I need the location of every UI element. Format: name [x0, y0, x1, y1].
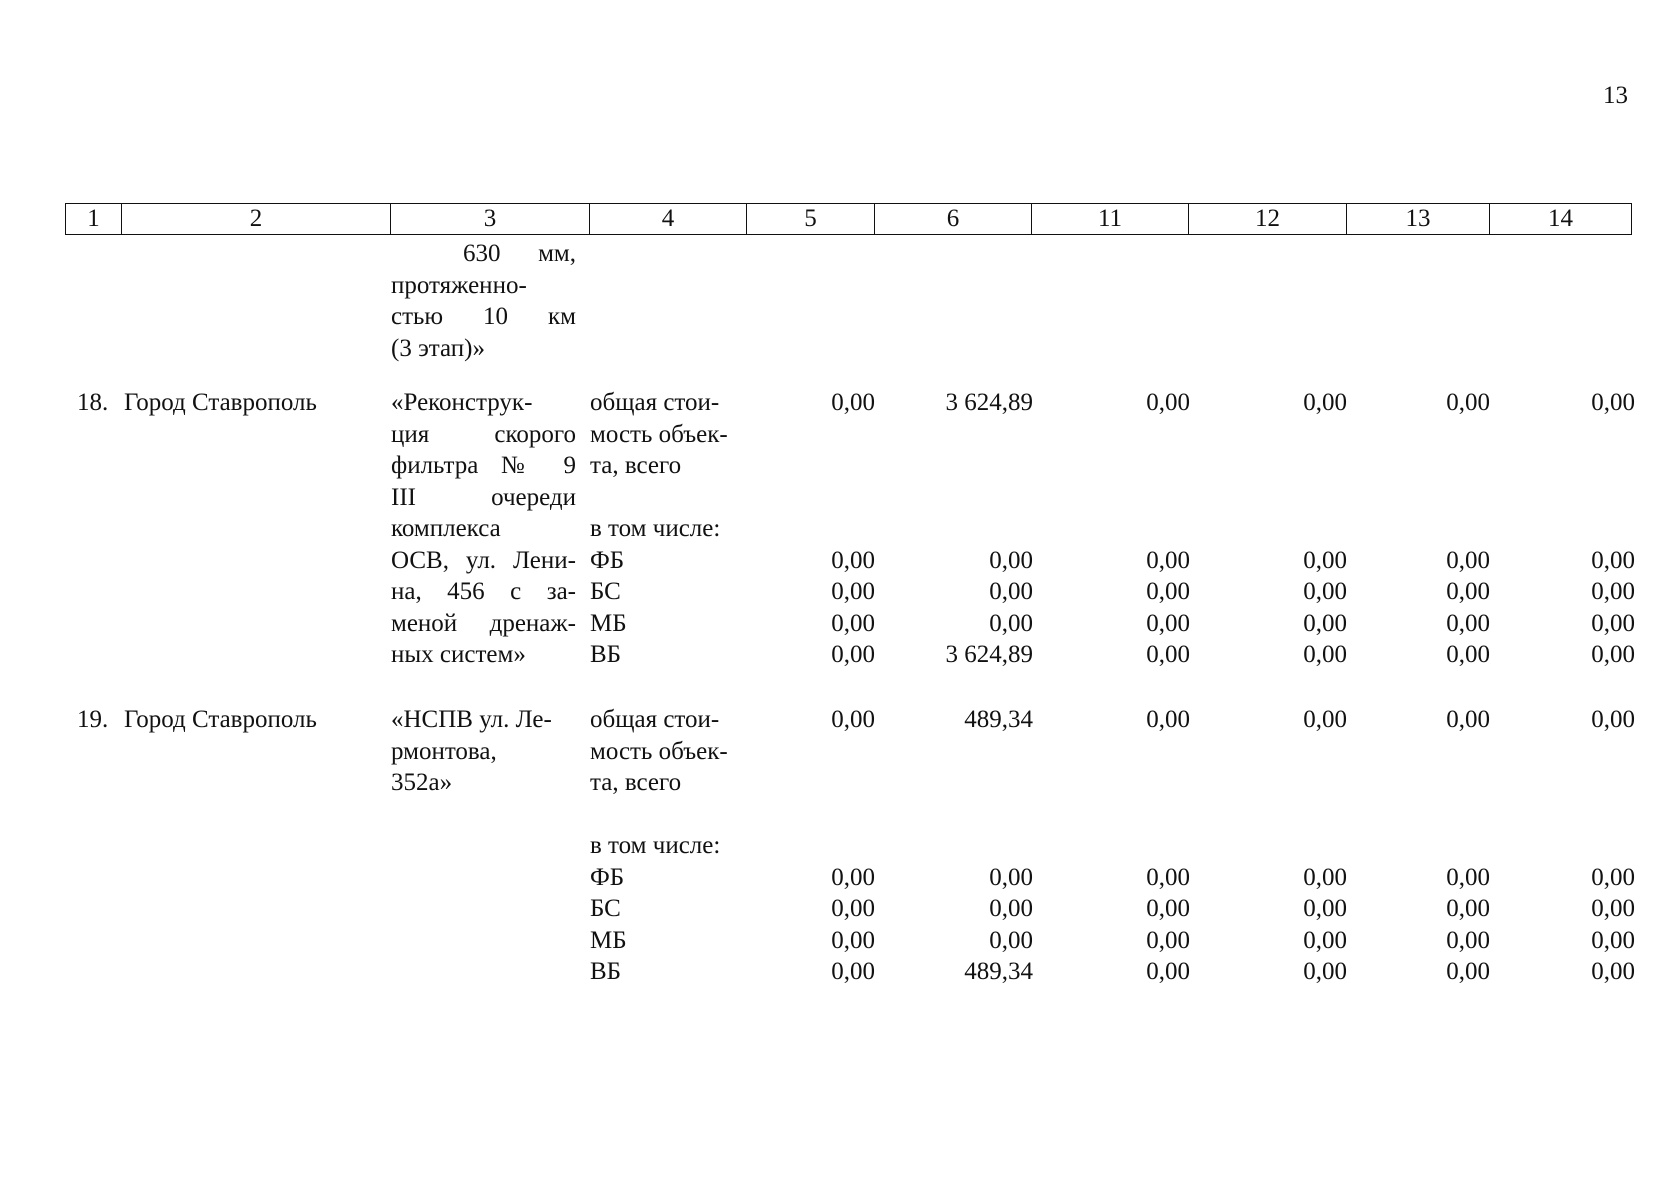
object-description	[391, 704, 576, 799]
object-description	[391, 387, 576, 671]
row-number: 19.	[77, 706, 109, 733]
header-col-12: 12	[1189, 204, 1347, 235]
total-value: 0,00	[1303, 389, 1347, 416]
source-value: 0,00	[1591, 895, 1635, 922]
object-line: 352а»	[391, 769, 453, 796]
object-line: протяженно-	[391, 271, 527, 299]
source-value: 0,00	[1303, 546, 1347, 574]
source-value: 0,00	[1303, 641, 1347, 668]
object-line: 630 мм,	[463, 240, 576, 267]
source-value: 0,00	[1146, 895, 1190, 922]
object-line: стью 10 км	[391, 303, 576, 330]
object-line: рмонтова,	[391, 737, 497, 765]
total-value: 0,00	[1591, 706, 1635, 733]
source-value: 0,00	[1446, 578, 1490, 605]
col-14-values	[1500, 704, 1635, 988]
col-6-values	[885, 387, 1033, 671]
source-value: 0,00	[1591, 863, 1635, 891]
source-value: 0,00	[989, 895, 1033, 922]
object-line: фильтра № 9	[391, 452, 576, 479]
object-line: ОСВ, ул. Лени-	[391, 546, 576, 574]
object-line: «Реконструк-	[391, 389, 533, 416]
total-label-line: общая стои-	[590, 389, 720, 416]
total-value: 0,00	[831, 389, 875, 416]
source-value: 0,00	[1146, 578, 1190, 605]
source-value: 0,00	[1303, 895, 1347, 922]
source-value: 3 624,89	[945, 641, 1033, 668]
source-value: 0,00	[989, 578, 1033, 605]
total-value: 0,00	[1303, 706, 1347, 733]
source-value: 0,00	[1446, 546, 1490, 574]
header-row	[66, 204, 1632, 235]
source-value: 0,00	[1146, 863, 1190, 891]
col-12-values	[1200, 704, 1347, 988]
object-line: меной дренаж-	[391, 609, 576, 637]
source-value: 0,00	[831, 609, 875, 637]
including-label: в том числе:	[590, 832, 721, 859]
including-label: в том числе:	[590, 515, 721, 542]
source-value: 0,00	[831, 546, 875, 574]
total-label-line: мость объек-	[590, 737, 728, 765]
source-value: 0,00	[1303, 926, 1347, 954]
source-value: 0,00	[1146, 546, 1190, 574]
column-number-header	[65, 203, 1632, 235]
source-label: МБ	[590, 926, 627, 954]
source-value: 0,00	[1446, 926, 1490, 954]
source-value: 0,00	[1446, 641, 1490, 668]
header-col-2: 2	[122, 204, 391, 235]
source-value: 0,00	[1591, 578, 1635, 605]
col-11-values	[1040, 704, 1190, 988]
total-value: 3 624,89	[945, 389, 1033, 416]
source-label: ФБ	[590, 863, 625, 891]
source-value: 0,00	[1446, 609, 1490, 637]
col-5-values	[745, 387, 875, 671]
total-label-line: мость объек-	[590, 420, 728, 448]
total-value: 0,00	[1591, 389, 1635, 416]
total-label-line: та, всего	[590, 769, 682, 796]
source-value: 0,00	[1446, 863, 1490, 891]
municipality: Город Ставрополь	[124, 706, 317, 733]
source-value: 0,00	[1303, 863, 1347, 891]
source-value: 0,00	[989, 863, 1033, 891]
source-value: 0,00	[1591, 546, 1635, 574]
source-label: БС	[590, 578, 621, 605]
source-value: 0,00	[1591, 641, 1635, 668]
continued-object-description	[391, 238, 576, 364]
header-col-14: 14	[1490, 204, 1632, 235]
municipality: Город Ставрополь	[124, 389, 317, 416]
object-line: комплекса	[391, 515, 501, 542]
source-value: 0,00	[1303, 958, 1347, 985]
col-5-values	[745, 704, 875, 988]
header-col-13: 13	[1347, 204, 1490, 235]
object-line: на, 456 с за-	[391, 578, 576, 605]
header-col-1: 1	[66, 204, 122, 235]
header-col-3: 3	[391, 204, 590, 235]
source-value: 0,00	[831, 926, 875, 954]
object-line: (3 этап)»	[391, 334, 486, 362]
source-label: МБ	[590, 609, 627, 637]
source-value: 0,00	[1446, 958, 1490, 985]
page-number: 13	[1603, 82, 1628, 109]
col-14-values	[1500, 387, 1635, 671]
header-col-11: 11	[1032, 204, 1189, 235]
total-value: 0,00	[1446, 706, 1490, 733]
source-value: 0,00	[989, 546, 1033, 574]
source-value: 0,00	[1446, 895, 1490, 922]
header-col-4: 4	[590, 204, 747, 235]
object-line: ция скорого	[391, 420, 576, 448]
col-6-values	[885, 704, 1033, 988]
source-label: ВБ	[590, 641, 622, 668]
col-13-values	[1355, 387, 1490, 671]
header-col-6: 6	[875, 204, 1032, 235]
source-value: 0,00	[1591, 609, 1635, 637]
object-line: «НСПВ ул. Ле-	[391, 706, 552, 733]
source-value: 0,00	[1146, 641, 1190, 668]
row-number: 18.	[77, 389, 109, 416]
total-label-line: общая стои-	[590, 706, 720, 733]
total-value: 0,00	[831, 706, 875, 733]
total-value: 0,00	[1146, 389, 1190, 416]
col-13-values	[1355, 704, 1490, 988]
source-value: 0,00	[831, 895, 875, 922]
total-value: 0,00	[1146, 706, 1190, 733]
source-value: 0,00	[1303, 578, 1347, 605]
funding-label	[590, 704, 728, 988]
total-value: 0,00	[1446, 389, 1490, 416]
source-value: 0,00	[831, 578, 875, 605]
source-value: 0,00	[1146, 926, 1190, 954]
source-label: БС	[590, 895, 621, 922]
funding-label	[590, 387, 728, 671]
source-value: 0,00	[831, 863, 875, 891]
source-value: 0,00	[1591, 958, 1635, 985]
col-12-values	[1200, 387, 1347, 671]
object-line: III очереди	[391, 483, 576, 511]
source-value: 0,00	[1303, 609, 1347, 637]
source-value: 0,00	[1591, 926, 1635, 954]
col-11-values	[1040, 387, 1190, 671]
source-value: 0,00	[831, 641, 875, 668]
source-value: 0,00	[1146, 609, 1190, 637]
source-value: 0,00	[831, 958, 875, 985]
source-value: 0,00	[989, 926, 1033, 954]
total-value: 489,34	[964, 706, 1033, 733]
source-label: ВБ	[590, 958, 622, 985]
source-value: 0,00	[989, 609, 1033, 637]
header-col-5: 5	[747, 204, 875, 235]
source-value: 0,00	[1146, 958, 1190, 985]
total-label-line: та, всего	[590, 452, 682, 479]
object-line: ных систем»	[391, 641, 526, 668]
source-label: ФБ	[590, 546, 625, 574]
source-value: 489,34	[964, 958, 1033, 985]
